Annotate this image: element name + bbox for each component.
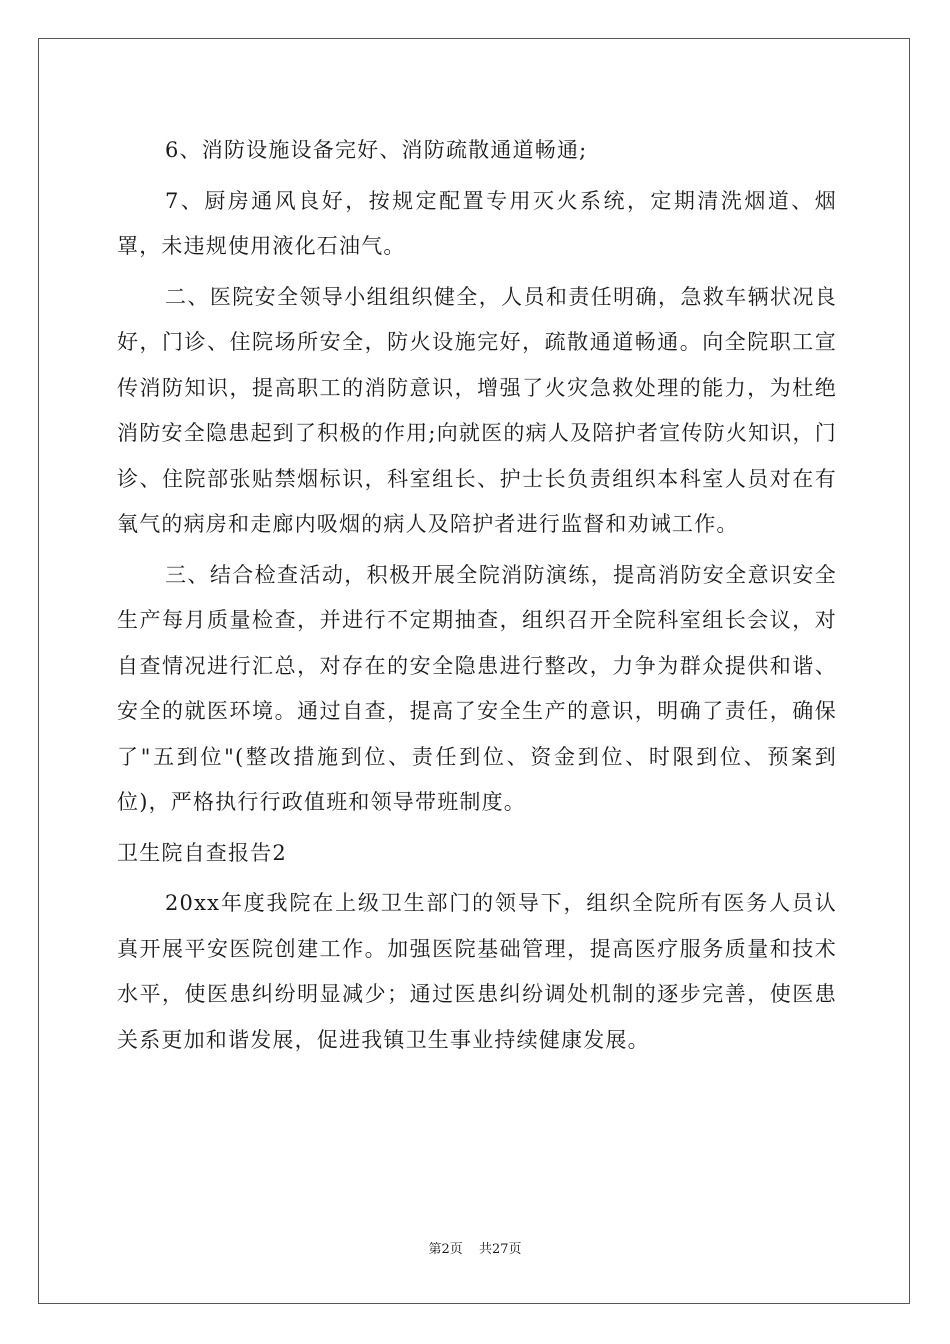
- paragraph-item-7: 7、厨房通风良好，按规定配置专用灭火系统，定期清洗烟道、烟罩，未违规使用液化石油气。: [117, 188, 837, 258]
- paragraph-report-intro: 20xx年度我院在上级卫生部门的领导下，组织全院所有医务人员认真开展平安医院创建工作。加强医院基础管理，提高医疗服务质量和技术水平，使医患纠纷明显减少；通过医患纠纷调处机制的逐步完善，使医患关系更加和谐发展，促进我镇卫生事业持续健康发展。: [117, 891, 837, 1052]
- report-heading: 卫生院自查报告2: [117, 840, 287, 865]
- document-body: [117, 128, 837, 1068]
- paragraph-section-2: 二、医院安全领导小组组织健全，人员和责任明确，急救车辆状况良好，门诊、住院场所安全，防火设施完好，疏散通道畅通。向全院职工宣传消防知识，提高职工的消防意识，增强了火灾急救处理的能力，为杜绝消防安全隐患起到了积极的作用;向就医的病人及陪护者宣传防火知识，门诊、住院部张贴禁烟标识，科室组长、护士长负责组织本科室人员对在有氧气的病房和走廊内吸烟的病人及陪护者进行监督和劝诫工作。: [117, 284, 837, 536]
- page-footer: [0, 1238, 950, 1257]
- page-total: 共27页: [478, 1242, 522, 1257]
- paragraph-section-3: 三、结合检查活动，积极开展全院消防演练，提高消防安全意识安全生产每月质量检查，并进行不定期抽查，组织召开全院科室组长会议，对自查情况进行汇总，对存在的安全隐患进行整改，力争为群众提供和谐、安全的就医环境。通过自查，提高了安全生产的意识，明确了责任，确保了"五到位"(整改措施到位、责任到位、资金到位、时限到位、预案到位)，严格执行行政值班和领导带班制度。: [117, 562, 837, 814]
- page-number: 第2页: [428, 1242, 463, 1257]
- paragraph-item-6: 6、消防设施设备完好、消防疏散通道畅通;: [165, 138, 588, 162]
